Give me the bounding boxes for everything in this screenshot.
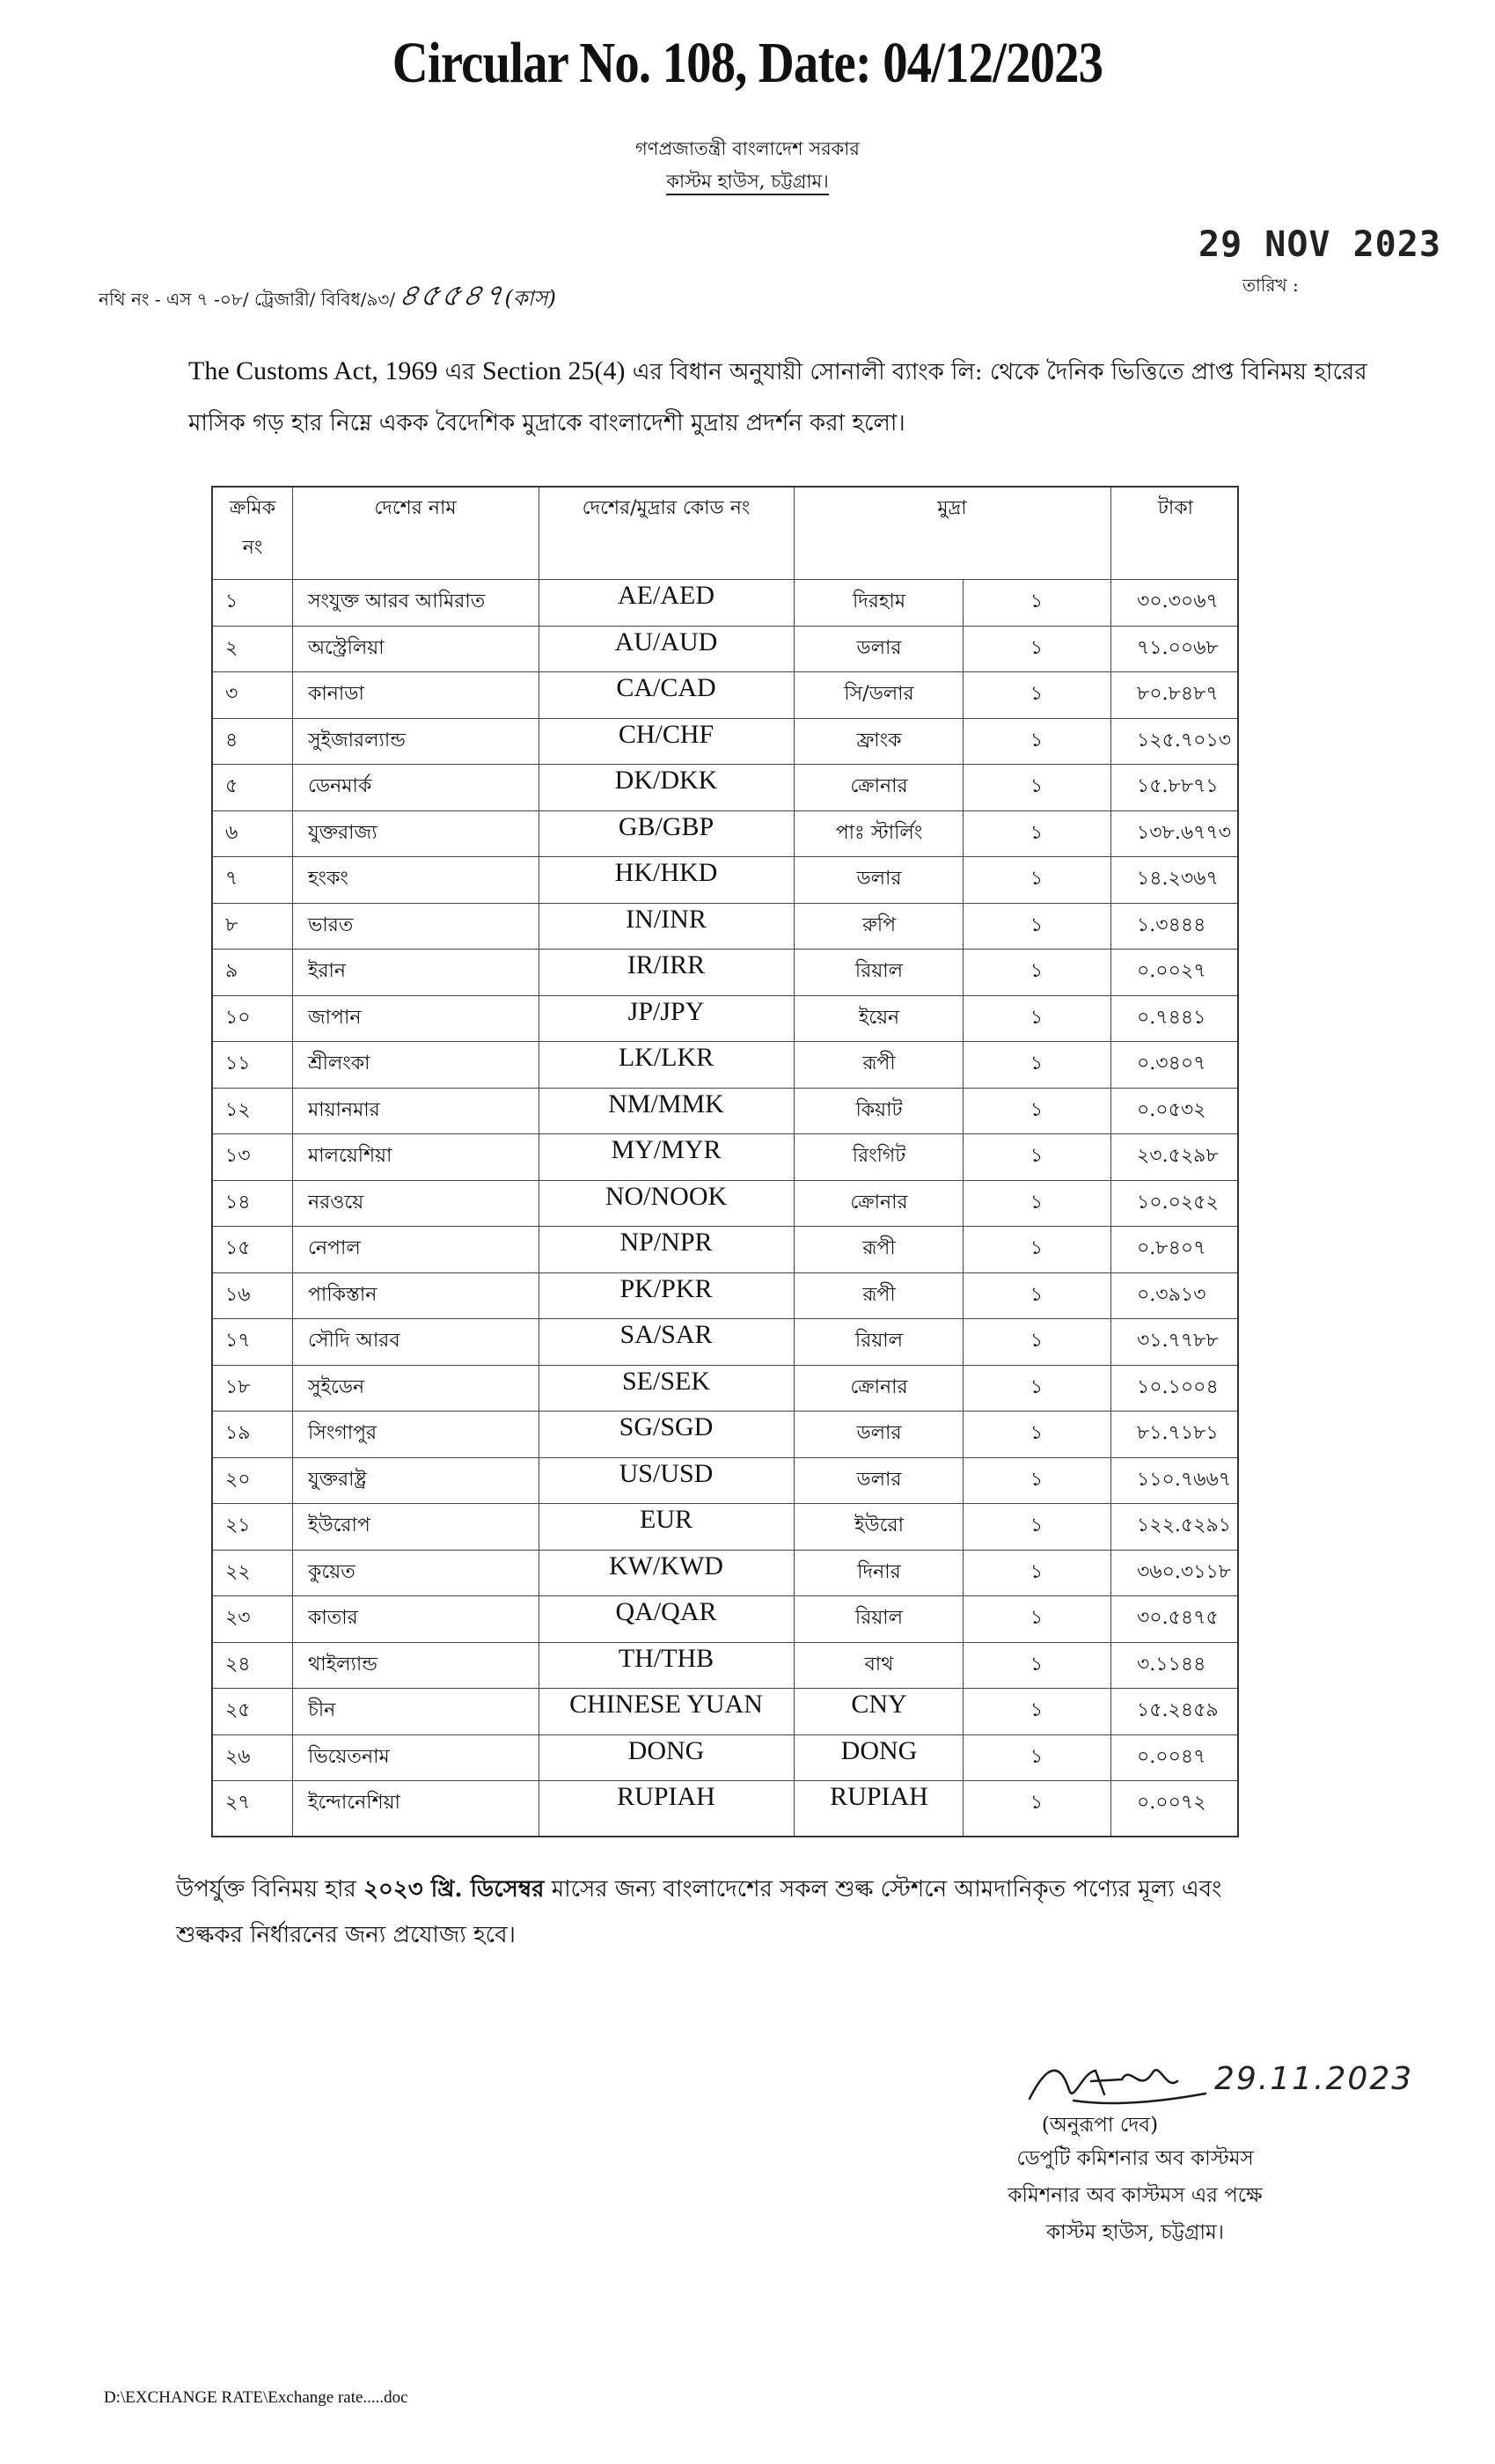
cell-serial: ১১ (225, 1052, 251, 1074)
cell-currency: কিয়াট (855, 1098, 903, 1121)
cell-code: QA/QAR (615, 1597, 717, 1626)
cell-serial: ৬ (225, 821, 238, 844)
section-ref: Section 25(4) (481, 356, 626, 385)
cell-currency: রুপি (861, 913, 897, 936)
table-row (213, 1503, 1237, 1550)
cell-currency: রূপী (862, 1237, 896, 1259)
cell-currency: ডলার (856, 636, 902, 659)
cell-serial: ১২ (225, 1098, 251, 1121)
cell-country: হংকং (308, 868, 348, 890)
cell-country: কাতার (308, 1607, 358, 1629)
cell-code: MY/MYR (611, 1135, 722, 1164)
cell-code: AE/AED (618, 581, 715, 610)
row-divider (213, 1226, 1237, 1227)
cell-currency: রিয়াল (854, 1330, 904, 1352)
row-divider (213, 1272, 1237, 1273)
header-code: দেশের/মুদ্রার কোড নং (582, 497, 751, 519)
cell-currency: রিয়াল (854, 1607, 904, 1629)
row-divider (213, 810, 1237, 811)
header-currency: মুদ্রা (937, 497, 967, 519)
cell-country: নেপাল (308, 1237, 361, 1259)
cell-currency: রূপী (862, 1052, 896, 1074)
cell-taka: ৩০.৫৪৭৫ (1137, 1607, 1219, 1629)
footer-text-b: মাসের জন্য বাংলাদেশের সকল শুল্ক স্টেশনে আমদানিকৃত পণ্যের মূল্য এবং (544, 1876, 1222, 1903)
cell-serial: ১ (225, 590, 238, 612)
cell-currency: RUPIAH (830, 1782, 928, 1811)
cell-serial: ২ (225, 636, 238, 659)
cell-unit: ১ (1030, 729, 1044, 752)
memo-handwritten-number: ৪৫৫৪৭ (395, 278, 509, 313)
cell-currency: ডলার (856, 1422, 902, 1444)
cell-taka: ১২২.৫২৯১ (1137, 1514, 1232, 1536)
memo-number (99, 273, 556, 323)
cell-country: শ্রীলংকা (308, 1052, 370, 1074)
cell-unit: ১ (1030, 1237, 1044, 1259)
cell-taka: ০.০০৭২ (1137, 1792, 1206, 1814)
act-name: The Customs Act, 1969 (188, 356, 438, 385)
cell-taka: ১৪.২৩৬৭ (1137, 868, 1219, 890)
row-divider (213, 1133, 1237, 1134)
cell-serial: ২৬ (225, 1745, 251, 1768)
table-row (213, 1595, 1237, 1642)
cell-serial: ১০ (225, 1006, 251, 1029)
cell-serial: ৫ (225, 775, 238, 797)
received-date-stamp: 29 NOV 2023 (1198, 224, 1441, 265)
cell-taka: ০.০০৪৭ (1137, 1745, 1206, 1768)
cell-taka: ০.৩৯১৩ (1137, 1283, 1206, 1306)
table-row (213, 671, 1237, 718)
cell-unit: ১ (1030, 1514, 1044, 1536)
cell-currency: রিয়াল (854, 960, 904, 982)
table-row (213, 1411, 1237, 1457)
cell-serial: ১৭ (225, 1330, 251, 1352)
cell-currency: DONG (840, 1735, 918, 1765)
cell-serial: ২৫ (225, 1699, 251, 1721)
cell-serial: ১৯ (225, 1422, 251, 1444)
cell-code: GB/GBP (618, 811, 715, 841)
exchange-rate-table (211, 486, 1239, 1837)
cell-taka: ১১০.৭৬৬৭ (1137, 1468, 1232, 1491)
cell-serial: ৯ (225, 960, 238, 982)
table-row (213, 1133, 1237, 1180)
row-divider (213, 995, 1237, 996)
row-divider (213, 1180, 1237, 1181)
row-divider (213, 1411, 1237, 1412)
table-row (213, 579, 1237, 626)
row-divider (213, 1503, 1237, 1504)
table-row (213, 1688, 1237, 1734)
table-row (213, 718, 1237, 765)
cell-unit: ১ (1030, 590, 1044, 612)
cell-country: জাপান (308, 1006, 362, 1029)
table-row (213, 810, 1237, 857)
header-taka: টাকা (1157, 497, 1194, 519)
cell-serial: ৮ (225, 913, 238, 936)
row-divider (213, 1595, 1237, 1596)
table-row (213, 1457, 1237, 1504)
signature-date: 29.11.2023 (1214, 2061, 1414, 2097)
footer-month: ২০২৩ খ্রি. ডিসেম্বর (363, 1876, 545, 1903)
cell-code: SA/SAR (619, 1320, 713, 1349)
table-row (213, 1642, 1237, 1689)
cell-code: HK/HKD (614, 858, 718, 887)
cell-serial: ২০ (225, 1468, 251, 1491)
cell-country: সিংগাপুর (308, 1422, 377, 1444)
cell-unit: ১ (1030, 1745, 1044, 1768)
table-row (213, 995, 1237, 1042)
cell-code: LK/LKR (618, 1043, 715, 1072)
footer-paragraph-line1 (176, 1871, 1417, 1910)
cell-taka: ১৫.২৪৫৯ (1137, 1699, 1219, 1721)
row-divider (213, 1318, 1237, 1319)
header-serial-line2: নং (242, 537, 263, 559)
row-divider (213, 671, 1237, 672)
cell-taka: ৩০.৩০৬৭ (1137, 590, 1219, 612)
cell-country: ভারত (308, 913, 354, 936)
cell-taka: ০.৭৪৪১ (1137, 1006, 1206, 1029)
cell-code: CHINESE YUAN (569, 1690, 763, 1719)
cell-unit: ১ (1030, 1699, 1044, 1721)
cell-serial: ২৪ (225, 1653, 251, 1676)
cell-unit: ১ (1030, 1006, 1044, 1029)
date-label: তারিখ : (1242, 275, 1299, 296)
cell-country: যুক্তরাজ্য (308, 821, 377, 844)
cell-unit: ১ (1030, 1052, 1044, 1074)
cell-serial: ১৬ (225, 1283, 251, 1306)
cell-country: যুক্তরাষ্ট্র (308, 1468, 367, 1491)
cell-taka: ০.৮৪০৭ (1137, 1237, 1206, 1259)
cell-unit: ১ (1030, 1560, 1044, 1583)
signer-office: কাস্টম হাউস, চট্টগ্রাম। (1045, 2221, 1224, 2244)
cell-code: NO/NOOK (605, 1181, 728, 1211)
cell-country: থাইল্যান্ড (308, 1653, 377, 1676)
cell-unit: ১ (1030, 1792, 1044, 1814)
government-name: গণপ্রজাতন্ত্রী বাংলাদেশ সরকার (635, 138, 860, 159)
cell-taka: ১৩৮.৬৭৭৩ (1137, 821, 1232, 844)
cell-unit: ১ (1030, 683, 1044, 705)
cell-code: KW/KWD (609, 1551, 723, 1580)
cell-unit: ১ (1030, 960, 1044, 982)
cell-country: মালয়েশিয়া (308, 1145, 392, 1167)
row-divider (213, 1734, 1237, 1735)
signer-name: (অনুরূপা দেব) (1041, 2114, 1159, 2137)
cell-currency: CNY (851, 1690, 907, 1719)
cell-unit: ১ (1030, 1283, 1044, 1306)
cell-unit: ১ (1030, 775, 1044, 797)
table-row (213, 949, 1237, 995)
memo-prefix: নথি নং - এস ৭ -০৮/ ট্রেজারী/ বিবিধ/৯৩/ (99, 289, 396, 310)
cell-serial: ২৩ (225, 1607, 251, 1629)
header-serial (213, 493, 292, 565)
table-row (213, 1734, 1237, 1781)
cell-taka: ২৩.৫২৯৮ (1137, 1145, 1219, 1167)
intro-paragraph-line1 (188, 354, 1420, 392)
cell-country: পাকিস্তান (308, 1283, 377, 1306)
cell-country: কানাডা (308, 683, 364, 705)
cell-country: সৌদি আরব (308, 1330, 400, 1352)
cell-taka: ১৫.৮৮৭১ (1137, 775, 1219, 797)
cell-taka: ৩.১১৪৪ (1137, 1653, 1206, 1676)
cell-serial: ১৪ (225, 1191, 251, 1214)
intro-rest: এর বিধান অনুযায়ী সোনালী ব্যাংক লি: থেকে দৈনিক ভিত্তিতে প্রাপ্ত বিনিময় হারের (625, 359, 1367, 385)
memo-suffix: (কাস) (504, 286, 556, 311)
row-divider (213, 903, 1237, 904)
cell-currency: বাথ (864, 1653, 894, 1676)
table-row (213, 856, 1237, 903)
cell-taka: ১০.১০০৪ (1137, 1375, 1219, 1398)
cell-serial: ১৩ (225, 1145, 251, 1167)
row-divider (213, 856, 1237, 857)
table-row (213, 1365, 1237, 1412)
cell-unit: ১ (1030, 1098, 1044, 1121)
cell-unit: ১ (1030, 1145, 1044, 1167)
cell-unit: ১ (1030, 636, 1044, 659)
cell-unit: ১ (1030, 1330, 1044, 1352)
cell-taka: ০.০৫৩২ (1137, 1098, 1206, 1121)
table-row (213, 1041, 1237, 1088)
cell-taka: ০.০০২৭ (1137, 960, 1206, 982)
cell-taka: ৩৬০.৩১১৮ (1137, 1560, 1232, 1583)
row-divider (213, 1365, 1237, 1366)
cell-taka: ১.৩৪৪৪ (1137, 913, 1206, 936)
cell-taka: ৭১.০০৬৮ (1137, 636, 1219, 659)
cell-country: নরওয়ে (308, 1191, 364, 1214)
cell-serial: ৪ (225, 729, 238, 752)
intro-connector: এর (437, 359, 482, 385)
table-row (213, 1550, 1237, 1596)
cell-currency: ক্রোনার (850, 1191, 908, 1214)
cell-taka: ১০.০২৫২ (1137, 1191, 1219, 1214)
cell-country: ইউরোপ (308, 1514, 370, 1536)
cell-serial: ৩ (225, 683, 238, 705)
cell-currency: ইউরো (854, 1514, 904, 1536)
cell-code: US/USD (619, 1458, 714, 1488)
cell-code: IR/IRR (627, 950, 706, 979)
table-row (213, 764, 1237, 810)
cell-taka: ৮১.৭১৮১ (1137, 1422, 1219, 1444)
row-divider (213, 1550, 1237, 1551)
cell-currency: রিংগিট (852, 1145, 906, 1167)
cell-serial: ২২ (225, 1560, 251, 1583)
cell-code: PK/PKR (619, 1273, 713, 1303)
cell-country: মায়ানমার (308, 1098, 380, 1121)
row-divider (213, 718, 1237, 719)
row-divider (213, 1041, 1237, 1042)
cell-code: IN/INR (626, 904, 707, 934)
cell-serial: ২৭ (225, 1792, 251, 1814)
cell-code: NM/MMK (608, 1089, 724, 1118)
row-divider (213, 1457, 1237, 1458)
signer-on-behalf: কমিশনার অব কাস্টমস এর পক্ষে (1008, 2184, 1263, 2207)
cell-currency: ক্রোনার (850, 775, 908, 797)
row-divider (213, 764, 1237, 765)
cell-code: JP/JPY (627, 996, 705, 1026)
cell-taka: ০.৩৪০৭ (1137, 1052, 1206, 1074)
header-country: দেশের নাম (374, 497, 457, 519)
cell-unit: ১ (1030, 1191, 1044, 1214)
row-divider (213, 626, 1237, 627)
cell-unit: ১ (1030, 868, 1044, 890)
cell-currency: দিনার (857, 1560, 901, 1583)
cell-serial: ২১ (225, 1514, 251, 1536)
cell-code: TH/THB (618, 1643, 715, 1673)
cell-code: SE/SEK (621, 1366, 711, 1396)
cell-country: চীন (308, 1699, 336, 1721)
cell-country: কুয়েত (308, 1560, 355, 1583)
cell-code: AU/AUD (614, 627, 718, 656)
table-row (213, 1318, 1237, 1365)
signature-image (1021, 2055, 1214, 2109)
row-divider (213, 1642, 1237, 1643)
cell-currency: ইয়েন (858, 1006, 900, 1029)
cell-currency: ডলার (856, 868, 902, 890)
header-serial-line1: ক্রমিক (229, 497, 276, 519)
signer-title: ডেপুটি কমিশনার অব কাস্টমস (1016, 2147, 1254, 2170)
footer-text-a: উপর্যুক্ত বিনিময় হার (176, 1876, 364, 1903)
cell-unit: ১ (1030, 1375, 1044, 1398)
row-divider (213, 1688, 1237, 1689)
table-row (213, 626, 1237, 672)
cell-currency: পাঃ স্টার্লিং (835, 821, 923, 844)
cell-currency: ক্রোনার (850, 1375, 908, 1398)
cell-code: DONG (627, 1735, 705, 1765)
table-row (213, 1226, 1237, 1272)
intro-paragraph-line2: মাসিক গড় হার নিম্নে একক বৈদেশিক মুদ্রাকে বাংলাদেশী মুদ্রায় প্রদর্শন করা হলো। (188, 410, 905, 436)
cell-country: সুইডেন (308, 1375, 365, 1398)
footer-paragraph-line2: শুল্ককর নির্ধারনের জন্য প্রযোজ্য হবে। (176, 1922, 516, 1948)
cell-taka: ৮০.৮৪৮৭ (1137, 683, 1219, 705)
cell-serial: ৭ (225, 868, 238, 890)
cell-code: EUR (640, 1505, 693, 1534)
table-row (213, 1780, 1237, 1827)
cell-currency: রূপী (862, 1283, 896, 1306)
cell-code: NP/NPR (619, 1228, 713, 1257)
cell-code: DK/DKK (614, 766, 718, 795)
cell-unit: ১ (1030, 1607, 1044, 1629)
cell-unit: ১ (1030, 821, 1044, 844)
cell-code: SG/SGD (619, 1412, 714, 1441)
cell-currency: ডলার (856, 1468, 902, 1491)
cell-code: RUPIAH (617, 1782, 715, 1811)
cell-code: CH/CHF (618, 719, 715, 749)
cell-serial: ১৮ (225, 1375, 251, 1398)
cell-currency: সি/ডলার (844, 683, 914, 705)
cell-unit: ১ (1030, 1422, 1044, 1444)
office-name-text: কাস্টম হাউস, চট্টগ্রাম। (666, 171, 828, 195)
circular-title: Circular No. 108, Date: 04/12/2023 (392, 31, 1103, 95)
cell-currency: ফ্রাংক (856, 729, 902, 752)
cell-country: সংযুক্ত আরব আমিরাত (308, 590, 486, 612)
cell-country: ডেনমার্ক (308, 775, 372, 797)
row-divider (213, 949, 1237, 950)
table-row (213, 1180, 1237, 1227)
cell-country: সুইজারল্যান্ড (308, 729, 406, 752)
cell-taka: ১২৫.৭০১৩ (1137, 729, 1232, 752)
cell-unit: ১ (1030, 1468, 1044, 1491)
cell-taka: ৩১.৭৭৮৮ (1137, 1330, 1219, 1352)
cell-country: ইরান (308, 960, 347, 982)
cell-code: CA/CAD (616, 673, 716, 702)
cell-serial: ১৫ (225, 1237, 251, 1259)
row-divider (213, 1780, 1237, 1781)
table-row (213, 1088, 1237, 1134)
cell-currency: দিরহাম (852, 590, 906, 612)
cell-country: ভিয়েতনাম (308, 1745, 390, 1768)
cell-unit: ১ (1030, 913, 1044, 936)
office-name (0, 167, 1495, 198)
table-row (213, 903, 1237, 950)
row-divider (213, 1088, 1237, 1089)
cell-unit: ১ (1030, 1653, 1044, 1676)
cell-country: ইন্দোনেশিয়া (308, 1792, 400, 1814)
table-row (213, 1272, 1237, 1319)
cell-country: অস্ট্রেলিয়া (308, 636, 385, 659)
file-path: D:\EXCHANGE RATE\Exchange rate.....doc (104, 2388, 408, 2407)
